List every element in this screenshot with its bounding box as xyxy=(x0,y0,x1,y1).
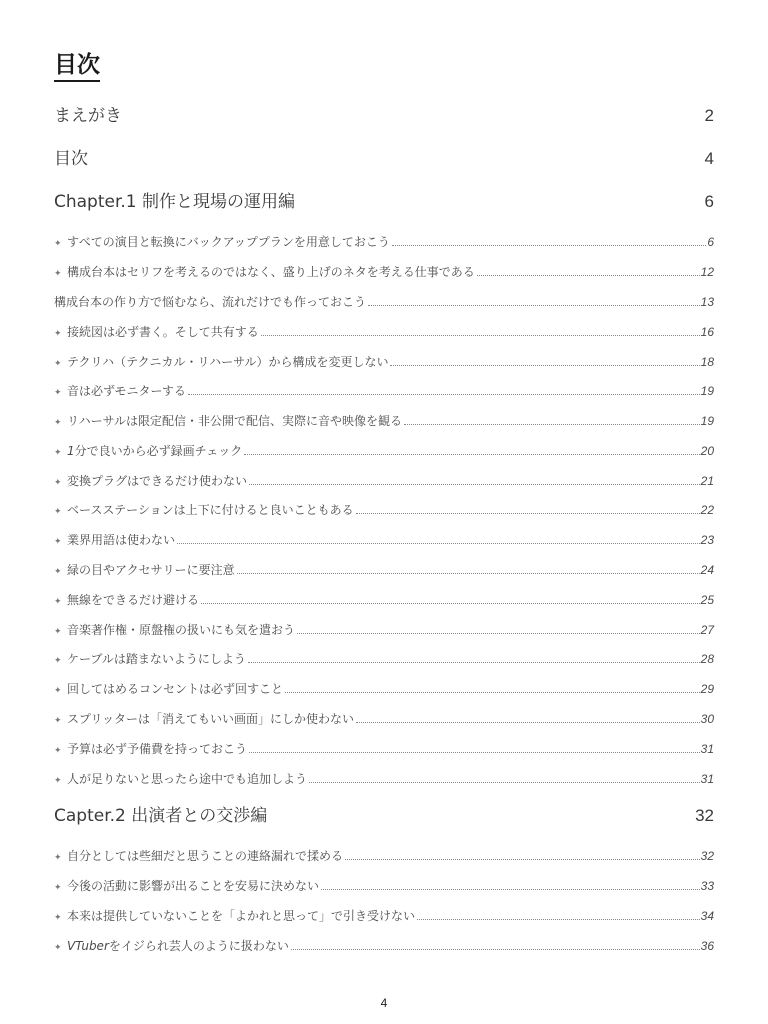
item-label: 接続図は必ず書く。そして共有する xyxy=(67,325,259,339)
item-label: 予算は必ず予備費を持っておこう xyxy=(67,742,248,756)
dot-leader xyxy=(248,661,700,663)
toc-item[interactable] xyxy=(54,292,714,312)
item-label: 今後の活動に影響が出ることを安易に決めない xyxy=(67,879,320,893)
toc-item[interactable] xyxy=(54,739,714,759)
dot-leader xyxy=(417,918,700,920)
toc-item[interactable] xyxy=(54,352,714,372)
sparkle-bullet-icon: ✦ xyxy=(54,359,62,369)
item-page: 23 xyxy=(700,533,714,547)
dot-leader xyxy=(244,453,699,455)
item-label: 回してはめるコンセントは必ず回すこと xyxy=(67,682,284,696)
item-label: 無線をできるだけ避ける xyxy=(67,593,200,607)
item-page: 33 xyxy=(700,879,714,893)
section-page: 6 xyxy=(704,192,714,211)
item-label-rest: 分で良いから必ず録画チェック xyxy=(74,444,243,458)
section-label: 目次 xyxy=(54,149,88,169)
sparkle-bullet-icon: ✦ xyxy=(54,329,62,339)
dot-leader xyxy=(188,393,700,395)
dot-leader xyxy=(390,364,699,366)
item-label: すべての演目と転換にバックアッププランを用意しておこう xyxy=(67,235,390,249)
item-label: ベースステーションは上下に付けると良いこともある xyxy=(67,503,354,517)
dot-leader xyxy=(368,304,700,306)
item-page: 32 xyxy=(700,849,714,863)
item-label: 自分としては些細だと思うことの連絡漏れで揉める xyxy=(67,849,344,863)
dot-leader xyxy=(404,423,700,425)
section-label: Capter.2 出演者との交渉編 xyxy=(54,806,268,826)
dot-leader xyxy=(356,512,700,514)
toc-item[interactable] xyxy=(54,471,714,491)
item-page: 28 xyxy=(700,652,714,666)
toc-item[interactable] xyxy=(54,530,714,550)
dot-leader xyxy=(249,751,700,753)
dot-leader xyxy=(477,274,700,276)
toc-item[interactable] xyxy=(54,381,714,401)
dot-leader xyxy=(177,542,700,544)
item-label-italic: VTuber xyxy=(67,939,109,953)
item-label: 本来は提供していないことを「よかれと思って」で引き受けない xyxy=(67,909,416,923)
item-page: 16 xyxy=(700,325,714,339)
dot-leader xyxy=(261,334,700,336)
item-label: 構成台本はセリフを考えるのではなく、盛り上げのネタを考える仕事である xyxy=(67,265,475,279)
sparkle-bullet-icon: ✦ xyxy=(54,853,62,863)
item-label: 構成台本の作り方で悩むなら、流れだけでも作っておこう xyxy=(54,295,367,309)
item-page: 27 xyxy=(700,623,714,637)
sparkle-bullet-icon: ✦ xyxy=(54,269,62,279)
item-page: 19 xyxy=(700,414,714,428)
item-page: 18 xyxy=(700,355,714,369)
dot-leader xyxy=(291,948,700,950)
dot-leader xyxy=(285,691,700,693)
item-label: 変換プラグはできるだけ使わない xyxy=(67,474,248,488)
item-label: 緑の目やアクセサリーに要注意 xyxy=(67,563,235,577)
section-label: Chapter.1 制作と現場の運用編 xyxy=(54,192,296,212)
dot-leader xyxy=(201,602,700,604)
item-label: 人が足りないと思ったら途中でも追加しよう xyxy=(67,772,308,786)
toc-item[interactable] xyxy=(54,560,714,580)
sparkle-bullet-icon: ✦ xyxy=(54,507,62,517)
item-label: ケーブルは踏まないようにしよう xyxy=(67,652,246,666)
sparkle-bullet-icon: ✦ xyxy=(54,448,62,458)
toc-item[interactable] xyxy=(54,709,714,729)
sparkle-bullet-icon: ✦ xyxy=(54,388,62,398)
toc-item[interactable] xyxy=(54,936,714,956)
sparkle-bullet-icon: ✦ xyxy=(54,418,62,428)
section-page: 4 xyxy=(704,149,714,168)
sparkle-bullet-icon: ✦ xyxy=(54,716,62,726)
toc-item[interactable] xyxy=(54,649,714,669)
item-page: 22 xyxy=(700,503,714,517)
item-page: 21 xyxy=(700,474,714,488)
page-number: 4 xyxy=(380,996,388,1010)
sparkle-bullet-icon: ✦ xyxy=(54,686,62,696)
page-title: 目次 xyxy=(54,50,100,82)
item-label-italic: 1 xyxy=(67,444,75,458)
toc-item[interactable] xyxy=(54,846,714,866)
sparkle-bullet-icon: ✦ xyxy=(54,913,62,923)
dot-leader xyxy=(309,781,700,783)
item-label xyxy=(67,441,242,461)
sparkle-bullet-icon: ✦ xyxy=(54,478,62,488)
toc-item[interactable] xyxy=(54,441,714,461)
toc-item[interactable] xyxy=(54,232,714,252)
toc-item[interactable] xyxy=(54,411,714,431)
item-page: 6 xyxy=(707,235,714,249)
dot-leader xyxy=(237,572,700,574)
item-label: リハーサルは限定配信・非公開で配信、実際に音や映像を観る xyxy=(67,414,403,428)
dot-leader xyxy=(297,632,700,634)
sparkle-bullet-icon: ✦ xyxy=(54,239,62,249)
section-page: 32 xyxy=(695,806,714,825)
item-page: 30 xyxy=(700,712,714,726)
toc-section-maegaki[interactable] xyxy=(54,103,714,129)
item-page: 19 xyxy=(700,384,714,398)
toc-item[interactable] xyxy=(54,769,714,789)
item-page: 29 xyxy=(700,682,714,696)
item-label: 音は必ずモニターする xyxy=(67,384,186,398)
toc-item[interactable] xyxy=(54,590,714,610)
dot-leader xyxy=(345,858,700,860)
item-page: 24 xyxy=(700,563,714,577)
item-page: 25 xyxy=(700,593,714,607)
section-page: 2 xyxy=(704,106,714,125)
item-page: 31 xyxy=(700,742,714,756)
item-label: テクリハ（テクニカル・リハーサル）から構成を変更しない xyxy=(67,355,389,369)
dot-leader xyxy=(392,244,706,246)
toc-item[interactable] xyxy=(54,322,714,342)
item-label: 音楽著作権・原盤権の扱いにも気を遣おう xyxy=(67,623,296,637)
sparkle-bullet-icon: ✦ xyxy=(54,776,62,786)
sparkle-bullet-icon: ✦ xyxy=(54,537,62,547)
item-label: 業界用語は使わない xyxy=(67,533,176,547)
toc-item[interactable] xyxy=(54,500,714,520)
toc-item[interactable] xyxy=(54,876,714,896)
sparkle-bullet-icon: ✦ xyxy=(54,567,62,577)
item-page: 13 xyxy=(700,295,714,309)
item-label: スプリッターは「消えてもいい画面」にしか使わない xyxy=(67,712,355,726)
item-page: 31 xyxy=(700,772,714,786)
item-label-rest: をイジられ芸人のように扱わない xyxy=(108,939,289,953)
dot-leader xyxy=(356,721,700,723)
dot-leader xyxy=(249,483,700,485)
item-page: 20 xyxy=(700,444,714,458)
dot-leader xyxy=(321,888,700,890)
toc-chapter-1[interactable] xyxy=(54,189,714,215)
sparkle-bullet-icon: ✦ xyxy=(54,883,62,893)
sparkle-bullet-icon: ✦ xyxy=(54,627,62,637)
sparkle-bullet-icon: ✦ xyxy=(54,597,62,607)
toc-section-mokuji[interactable] xyxy=(54,146,714,172)
item-label xyxy=(67,936,289,956)
sparkle-bullet-icon: ✦ xyxy=(54,656,62,666)
section-label: まえがき xyxy=(54,106,122,126)
toc-chapter-2[interactable] xyxy=(54,803,714,829)
sparkle-bullet-icon: ✦ xyxy=(54,943,62,953)
toc-item[interactable] xyxy=(54,906,714,926)
toc-item[interactable] xyxy=(54,262,714,282)
item-page: 12 xyxy=(700,265,714,279)
toc-item[interactable] xyxy=(54,620,714,640)
item-page: 34 xyxy=(700,909,714,923)
toc-item[interactable] xyxy=(54,679,714,699)
sparkle-bullet-icon: ✦ xyxy=(54,746,62,756)
item-page: 36 xyxy=(700,939,714,953)
